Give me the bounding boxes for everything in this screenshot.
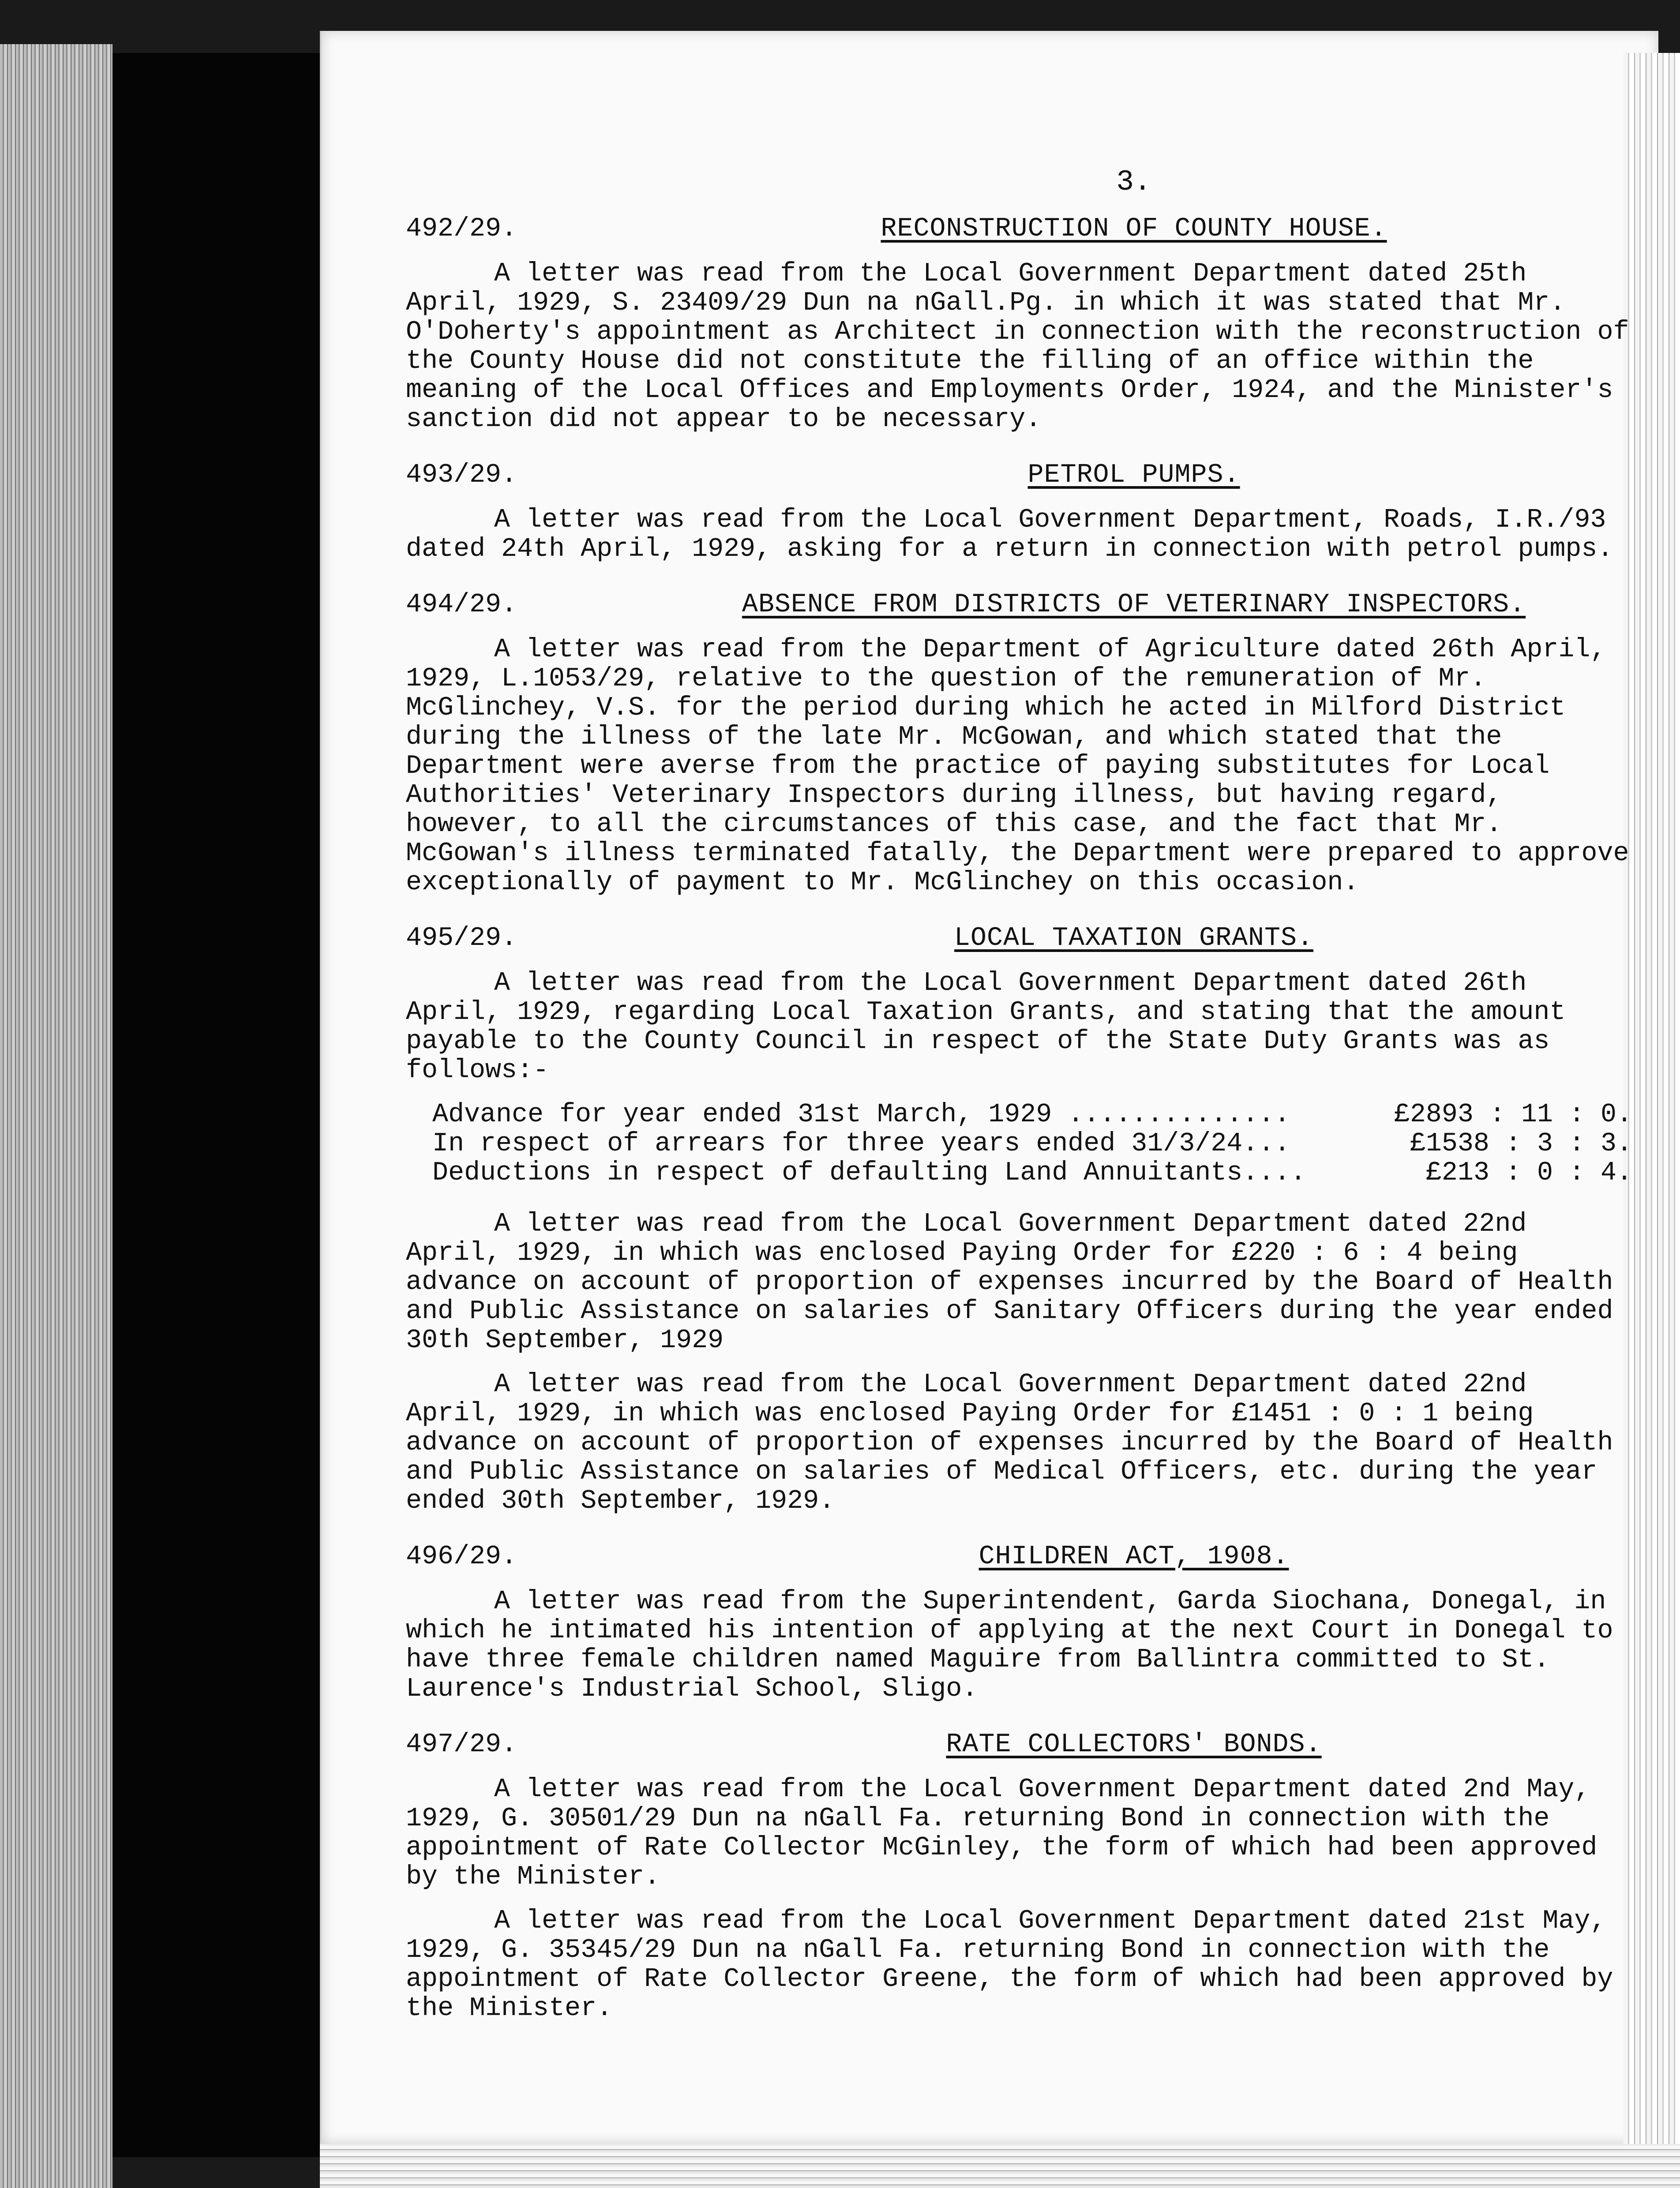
minute-number: 496/29. <box>406 1542 518 1572</box>
page-content <box>406 165 1632 2056</box>
entry-header <box>406 1542 1632 1571</box>
minute-number: 497/29. <box>406 1730 518 1760</box>
minute-entry <box>406 924 1632 1516</box>
page-number: 3. <box>1116 165 1151 199</box>
entry-header <box>406 1730 1632 1759</box>
grant-description: Deductions in respect of defaulting Land Annuitants.... <box>432 1158 1306 1188</box>
grant-line <box>432 1129 1632 1158</box>
grant-amount: £1538 : 3 : 3. <box>1410 1129 1632 1159</box>
minute-entry <box>406 461 1632 564</box>
entry-paragraph: A letter was read from the Local Government Department dated 25th April, 1929, S. 23409/29 Dun na nGall.Pg. in which it was stated that Mr. O'Doherty's appointment as Architect in connection with the reconstruction of the County House did not constitute the filling of an office within the meaning of the Local Offices and Employments Order, 1924, and the Minister's sanction did not appear to be necessary. <box>406 259 1629 435</box>
grant-line <box>432 1100 1632 1129</box>
bottom-page-edge <box>320 2144 1680 2188</box>
grant-amount: £2893 : 11 : 0. <box>1394 1100 1632 1130</box>
minute-entry <box>406 1542 1632 1704</box>
entry-paragraph: A letter was read from the Local Government Department dated 22nd April, 1929, in which was enclosed Paying Order for £1451 : 0 : 1 being advance on account of proportion of expenses incurred by the Board of Health and Public Assistance on salaries of Medical Officers, etc. during the year ended 30th September, 1929. <box>406 1370 1613 1516</box>
entry-title: RATE COLLECTORS' BONDS. <box>946 1730 1322 1760</box>
entry-paragraph: A letter was read from the Local Government Department dated 22nd April, 1929, in which was enclosed Paying Order for £220 : 6 : 4 being advance on account of proportion of expenses incurred by the Board of Health and Public Assistance on salaries of Sanitary Officers during the year ended 30th September, 1929 <box>406 1209 1613 1356</box>
entry-paragraph: A letter was read from the Local Government Department dated 26th April, 1929, regarding Local Taxation Grants, and stating that the amount payable to the County Council in respect of the State Duty Grants was as follows:- <box>406 968 1566 1086</box>
entry-paragraph: A letter was read from the Department of Agriculture dated 26th April, 1929, L.1053/29, relative to the question of the remuneration of Mr. McGlinchey, V.S. for the period during which he acted in Milford District during the illness of the late Mr. McGowan, and which stated that the Department were averse from the practice of paying substitutes for Local Authorities' Veterinary Inspectors during illness, but having regard, however, to all the circumstances of this case, and the fact that Mr. McGowan's illness terminated fatally, the Department were prepared to approve exceptionally of payment to Mr. McGlinchey on this occasion. <box>406 635 1629 898</box>
entry-paragraph: A letter was read from the Local Government Department dated 2nd May, 1929, G. 30501/29 Dun na nGall Fa. returning Bond in connection with the appointment of Rate Collector McGinley, the form of which had been approved by the Minister. <box>406 1775 1598 1892</box>
minute-entry <box>406 590 1632 897</box>
minute-number: 492/29. <box>406 214 518 244</box>
grant-description: In respect of arrears for three years ended 31/3/24... <box>432 1129 1290 1159</box>
minute-entry <box>406 214 1632 434</box>
entry-paragraph: A letter was read from the Superintendent, Garda Siochana, Donegal, in which he intimated his intention of applying at the next Court in Donegal to have three female children named Maguire from Ballintra committed to St. Laurence's Industrial School, Sligo. <box>406 1587 1613 1704</box>
grant-description: Advance for year ended 31st March, 1929 .............. <box>432 1100 1290 1130</box>
entry-header <box>406 924 1632 953</box>
left-page-edge <box>0 44 112 2188</box>
entry-title: ABSENCE FROM DISTRICTS OF VETERINARY INSPECTORS. <box>742 590 1526 620</box>
entry-header <box>406 214 1632 244</box>
entry-title: LOCAL TAXATION GRANTS. <box>954 923 1314 953</box>
minute-entry <box>406 1730 1632 2023</box>
entry-header <box>406 590 1632 619</box>
entry-title: RECONSTRUCTION OF COUNTY HOUSE. <box>881 214 1387 244</box>
binding-shadow <box>112 53 320 2157</box>
entry-paragraph: A letter was read from the Local Government Department, Roads, I.R./93 dated 24th April, 1929, asking for a return in connection with petrol pumps. <box>406 505 1613 564</box>
minute-number: 493/29. <box>406 460 518 490</box>
entry-title: CHILDREN ACT, 1908. <box>979 1542 1289 1572</box>
entry-header <box>406 461 1632 490</box>
grant-line <box>432 1158 1632 1188</box>
entry-title: PETROL PUMPS. <box>1028 460 1240 490</box>
grant-amount: £213 : 0 : 4. <box>1425 1158 1632 1188</box>
grant-list <box>432 1100 1632 1188</box>
entry-paragraph: A letter was read from the Local Government Department dated 21st May, 1929, G. 35345/29 Dun na nGall Fa. returning Bond in connection with the appointment of Rate Collector Greene, the form of which had been approved by the Minister. <box>406 1906 1613 2023</box>
minute-number: 494/29. <box>406 590 518 620</box>
minute-number: 495/29. <box>406 923 518 953</box>
